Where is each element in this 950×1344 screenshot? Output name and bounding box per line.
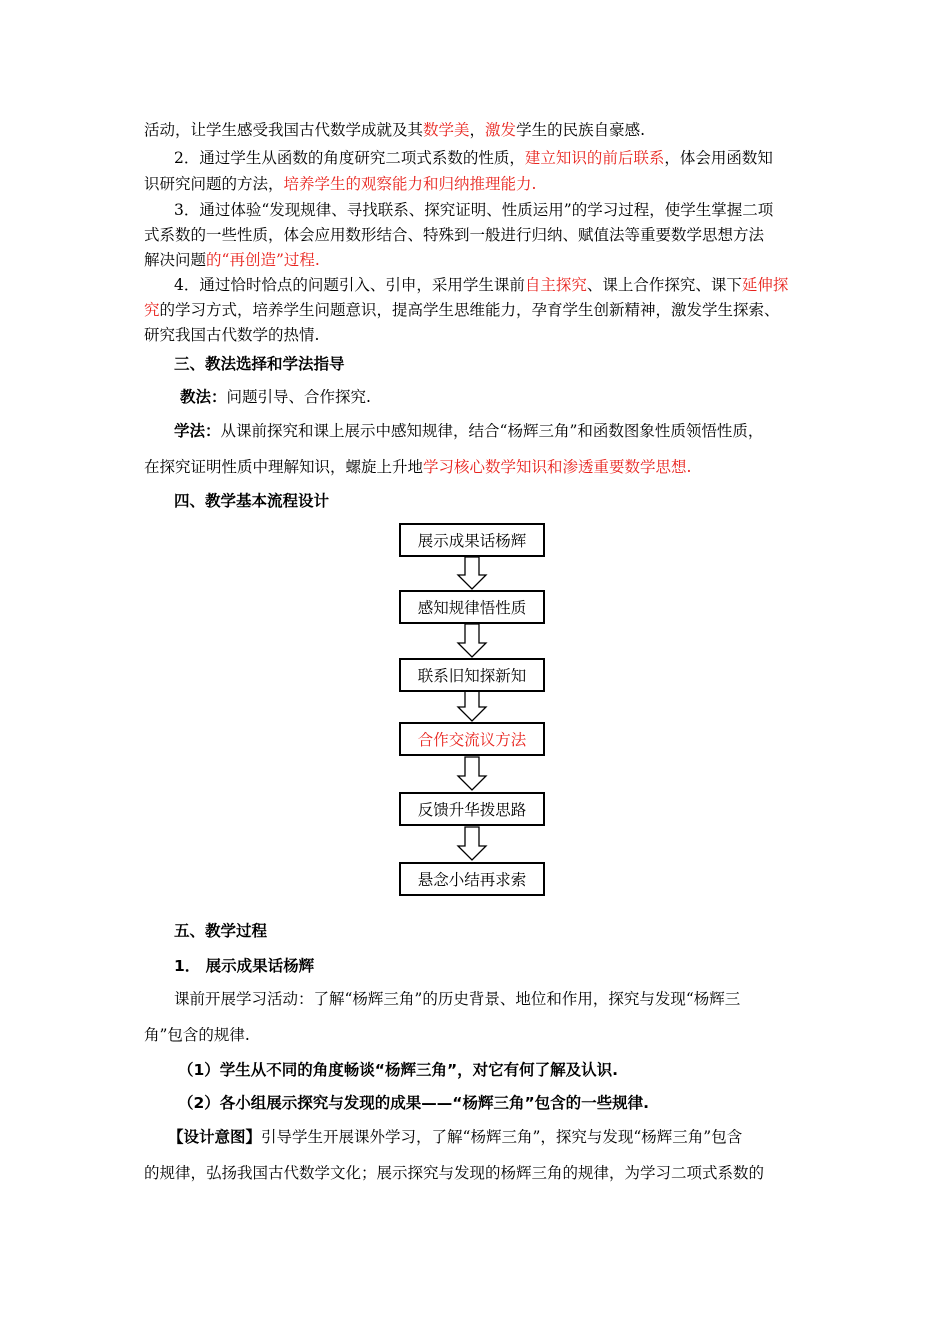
objective-4-line-1: 4．通过恰时恰点的问题引入、引申，采用学生课前自主探究、课上合作探究、课下延伸探: [174, 276, 789, 294]
flow-step-2: 感知规律悟性质: [399, 590, 545, 624]
objective-3-line-2: 式系数的一些性质，体会应用数形结合、特殊到一般进行归纳、赋值法等重要数学思想方法: [144, 226, 765, 244]
flow-step-3: 联系旧知探新知: [399, 658, 545, 692]
objective-line-1: 活动，让学生感受我国古代数学成就及其数学美，激发学生的民族自豪感.: [144, 121, 645, 139]
section-5-paragraph-line-1: 课前开展学习活动：了解“杨辉三角”的历史背景、地位和作用，探究与发现“杨辉三: [174, 990, 741, 1008]
flow-arrow-1: [458, 557, 486, 589]
flow-arrow-3: [458, 691, 486, 721]
flow-arrow-4: [458, 757, 486, 790]
section-5-paragraph-line-2: 角”包含的规律.: [144, 1026, 250, 1044]
flow-arrow-5: [458, 827, 486, 860]
design-intent-line-2: 的规律，弘扬我国古代数学文化；展示探究与发现的杨辉三角的规律，为学习二项式系数的: [144, 1164, 765, 1182]
section-5-heading: 五、教学过程: [174, 922, 268, 940]
design-intent-line-1: 【设计意图】引导学生开展课外学习，了解“杨辉三角”，探究与发现“杨辉三角”包含: [168, 1128, 743, 1146]
flow-step-4: 合作交流议方法: [399, 722, 545, 756]
teaching-method: 教法：问题引导、合作探究.: [180, 388, 371, 406]
objective-4-line-2: 究的学习方式，培养学生问题意识，提高学生思维能力，孕育学生创新精神，激发学生探索、: [144, 301, 780, 319]
section-3-heading: 三、教法选择和学法指导: [174, 355, 345, 373]
objective-2-line-2: 识研究问题的方法，培养学生的观察能力和归纳推理能力.: [144, 175, 537, 193]
subsection-1-heading: 1． 展示成果话杨辉: [174, 957, 315, 975]
objective-4-line-3: 研究我国古代数学的热情.: [144, 326, 320, 344]
learning-method-line-2: 在探究证明性质中理解知识，螺旋上升地学习核心数学知识和渗透重要数学思想.: [144, 458, 692, 476]
question-2: （2）各小组展示探究与发现的成果——“杨辉三角”包含的一些规律.: [178, 1094, 650, 1112]
flow-step-5: 反馈升华拨思路: [399, 792, 545, 826]
objective-3-line-1: 3．通过体验“发现规律、寻找联系、探究证明、性质运用”的学习过程，使学生掌握二项: [174, 201, 774, 219]
section-4-heading: 四、教学基本流程设计: [174, 492, 330, 510]
flow-arrow-2: [458, 624, 486, 657]
learning-method-line-1: 学法：从课前探究和课上展示中感知规律，结合“杨辉三角”和函数图象性质领悟性质，: [174, 422, 764, 440]
flow-step-6: 悬念小结再求索: [399, 862, 545, 896]
objective-3-line-3: 解决问题的“再创造”过程.: [144, 251, 320, 269]
objective-2-line-1: 2．通过学生从函数的角度研究二项式系数的性质，建立知识的前后联系，体会用函数知: [174, 149, 773, 167]
question-1: （1）学生从不同的角度畅谈“杨辉三角”，对它有何了解及认识.: [178, 1061, 619, 1079]
flow-step-1: 展示成果话杨辉: [399, 523, 545, 557]
